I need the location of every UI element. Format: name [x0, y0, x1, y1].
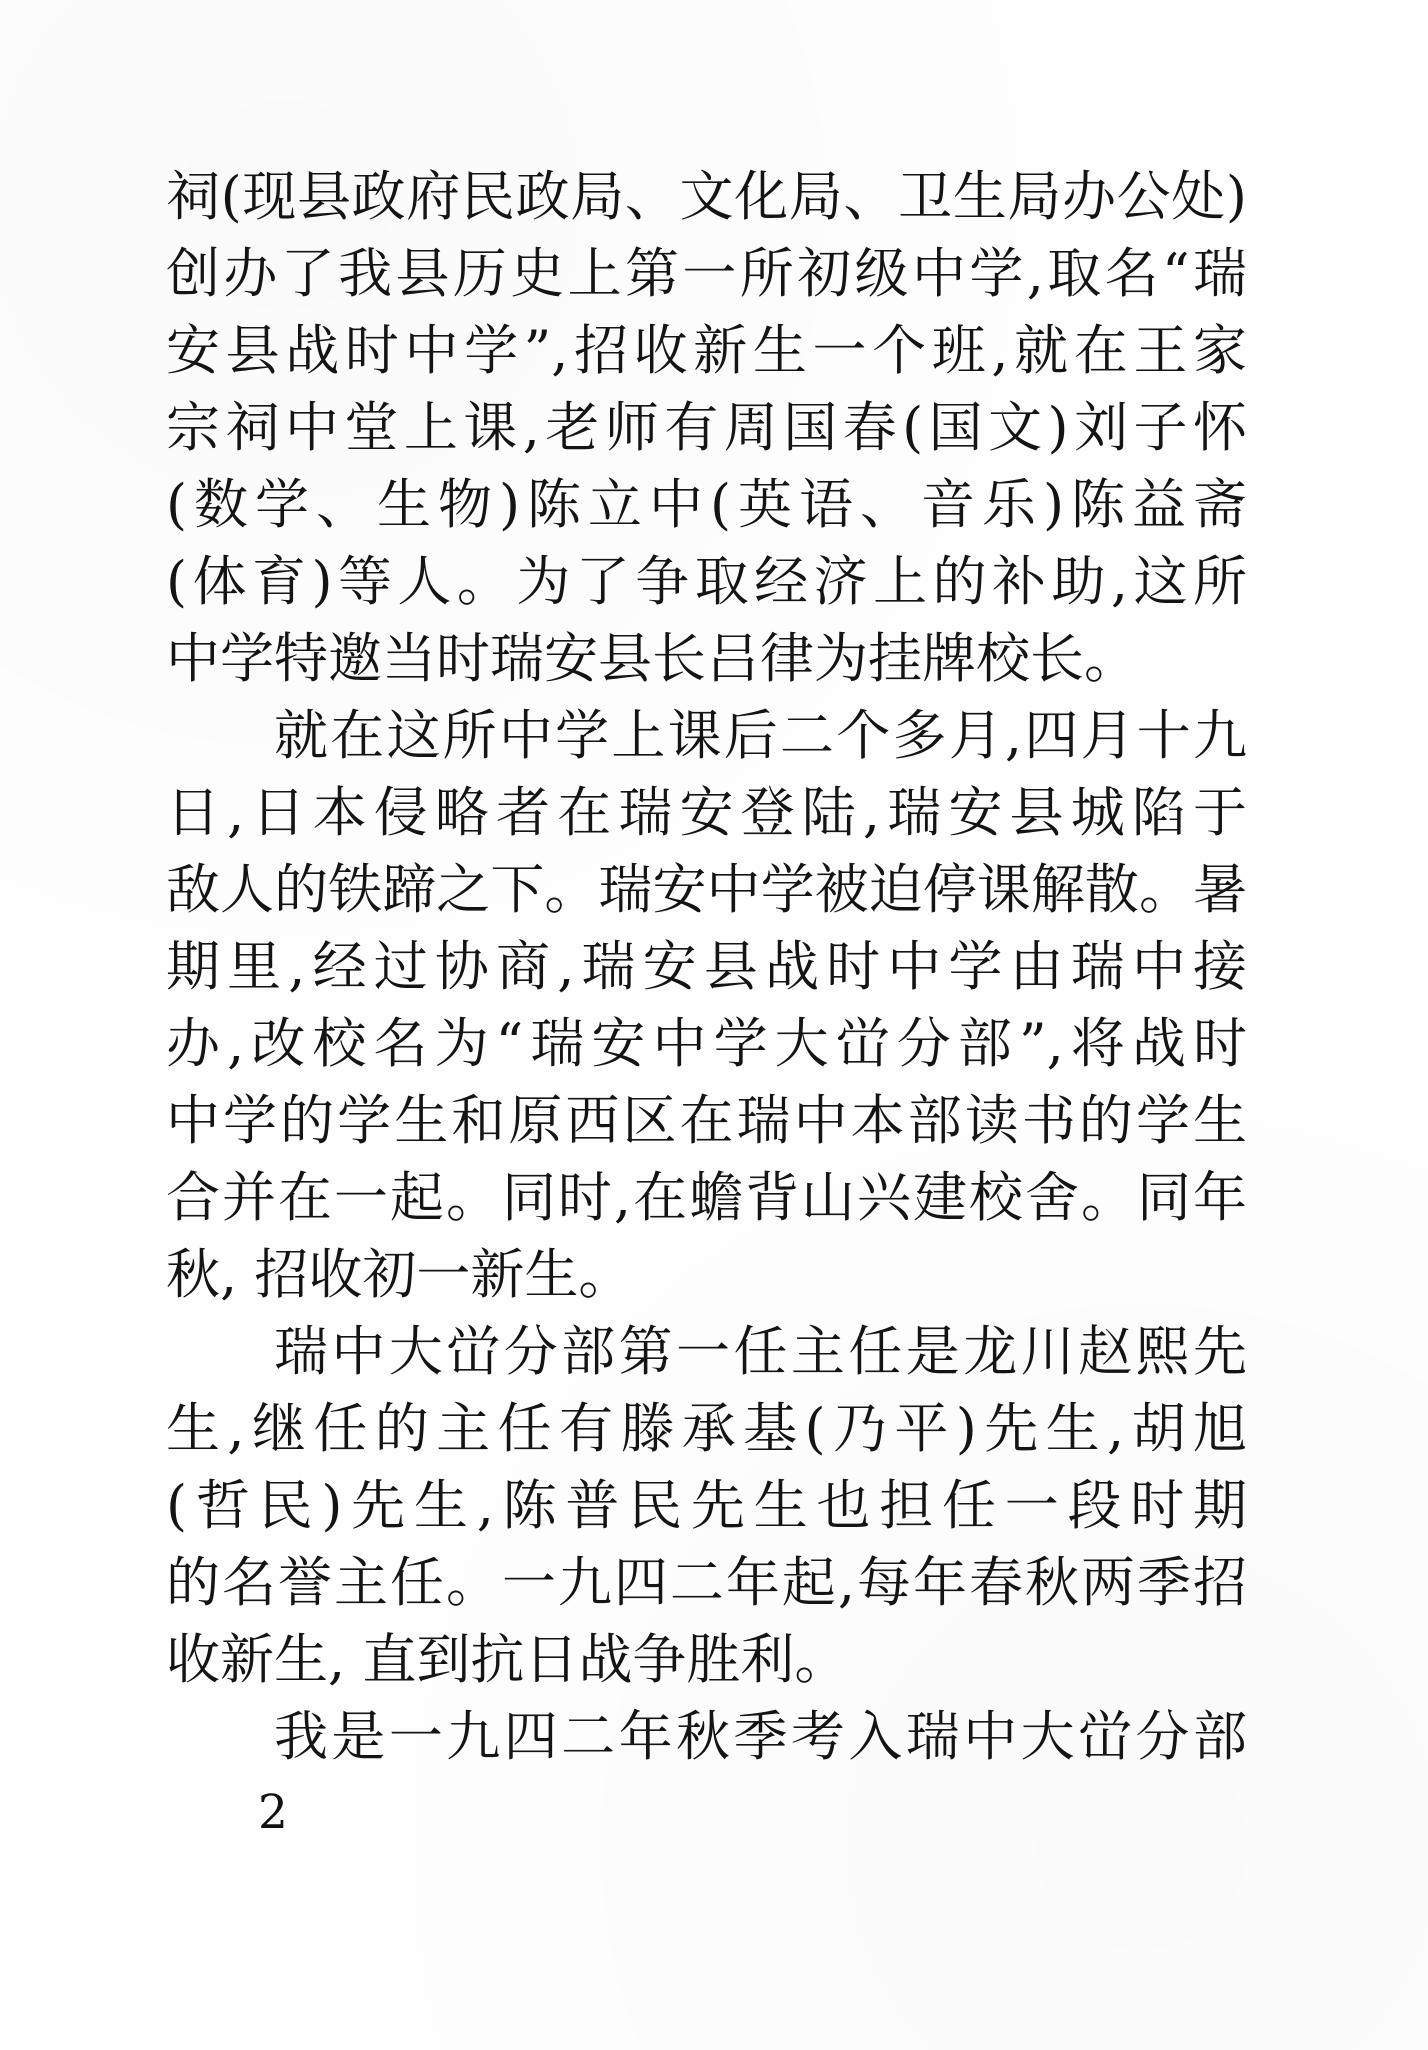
text-line: 安县战时中学”,招收新生一个班,就在王家	[166, 319, 1247, 382]
text-line: 创办了我县历史上第一所初级中学,取名“瑞	[166, 242, 1247, 305]
text-line-paragraph-end: 收新生, 直到抗日战争胜利。	[166, 1628, 849, 1691]
text-line-paragraph-start: 我是一九四二年秋季考入瑞中大峃分部	[274, 1705, 1247, 1768]
text-line-paragraph-start: 瑞中大峃分部第一任主任是龙川赵熙先	[274, 1320, 1247, 1383]
text-line-paragraph-end: 秋, 招收初一新生。	[166, 1243, 633, 1306]
text-line-paragraph-end: 中学特邀当时瑞安县长吕律为挂牌校长。	[166, 627, 1138, 690]
text-line: 宗祠中堂上课,老师有周国春(国文)刘子怀	[166, 396, 1247, 459]
text-line: (体育)等人。为了争取经济上的补助,这所	[166, 550, 1247, 613]
text-line: 合并在一起。同时,在蟾背山兴建校舍。同年	[166, 1166, 1247, 1229]
text-line: 办,改校名为“瑞安中学大峃分部”,将战时	[166, 1012, 1247, 1075]
text-line: 期里,经过协商,瑞安县战时中学由瑞中接	[166, 935, 1247, 998]
text-line: 敌人的铁蹄之下。瑞安中学被迫停课解散。暑	[166, 858, 1247, 921]
text-line: 中学的学生和原西区在瑞中本部读书的学生	[166, 1089, 1247, 1152]
text-line: 生,继任的主任有滕承基(乃平)先生,胡旭	[166, 1397, 1247, 1460]
text-line: 的名誉主任。一九四二年起,每年春秋两季招	[166, 1551, 1247, 1614]
text-line-paragraph-start: 就在这所中学上课后二个多月,四月十九	[274, 704, 1247, 767]
text-line: 日,日本侵略者在瑞安登陆,瑞安县城陷于	[166, 781, 1247, 844]
text-block	[166, 158, 1247, 1775]
text-line: (数学、生物)陈立中(英语、音乐)陈益斋	[166, 473, 1247, 536]
page-number: 2	[258, 1785, 288, 1840]
text-line: (哲民)先生,陈普民先生也担任一段时期	[166, 1474, 1247, 1537]
text-line: 祠(现县政府民政局、文化局、卫生局办公处)	[166, 165, 1247, 228]
